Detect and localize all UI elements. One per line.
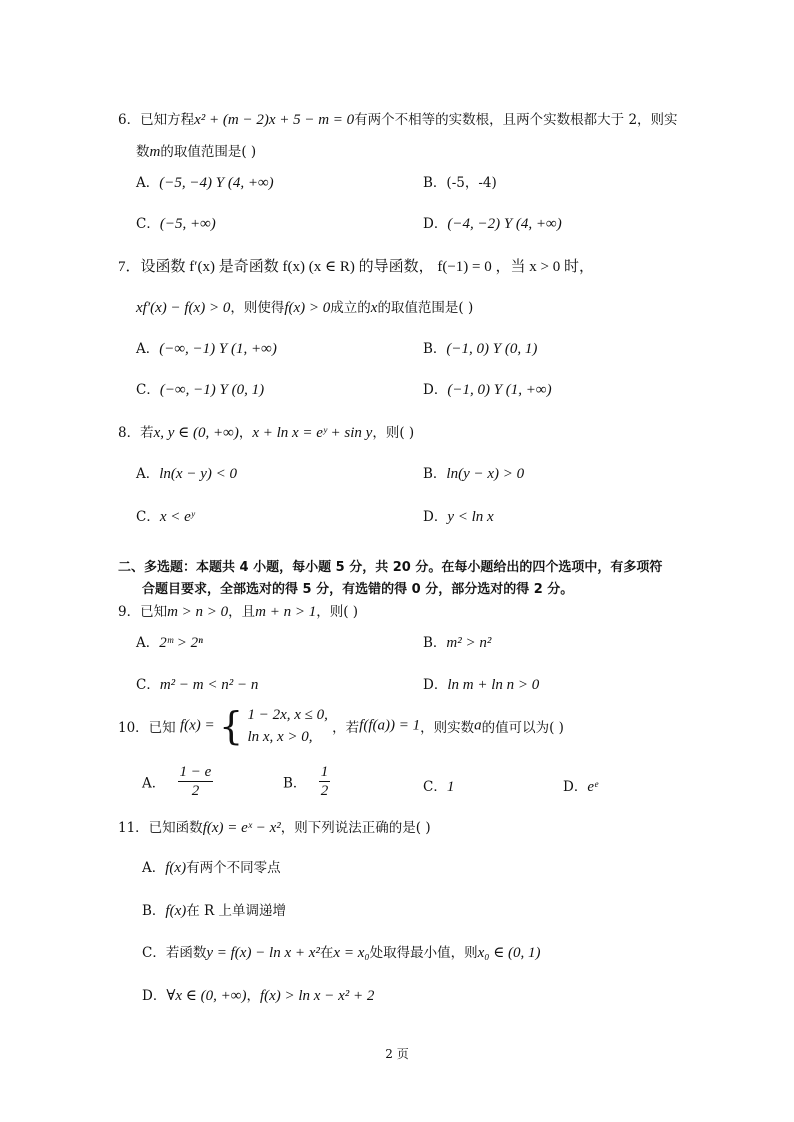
q10-option-c [423, 775, 454, 796]
option-math: (−1, 0) Y (0, 1) [446, 341, 538, 357]
option-math: (−∞, −1) Y (1, +∞) [159, 341, 277, 357]
option-math: ln m + ln n > 0 [447, 677, 540, 693]
option-label: C． [136, 216, 160, 232]
q7-var: x [370, 300, 378, 316]
q7-option-a [136, 337, 277, 358]
q6-option-d [423, 212, 562, 233]
option-label: D． [563, 779, 588, 795]
q6-var: m [149, 144, 161, 160]
q9-text: ，则( ) [316, 604, 359, 620]
q9-math: m > n > 0 [167, 604, 229, 620]
option-label: A． [136, 175, 160, 191]
option-text: 处取得最小值，则 [369, 945, 478, 961]
q6-option-c [136, 212, 216, 233]
q7-option-d [423, 378, 552, 399]
option-label: C． [142, 945, 166, 961]
q6-line2 [136, 140, 256, 161]
q6-text: 6．已知方程 [118, 112, 195, 128]
option-label: B． [423, 466, 447, 482]
q8-option-c [136, 505, 195, 526]
q7-text: 的取值范围是( ) [377, 300, 474, 316]
q6-text-2: 有两个不相等的实数根，且两个实数根都大于 2，则实 [354, 112, 678, 128]
option-text: ， [246, 988, 260, 1004]
q7-line1 [118, 255, 594, 276]
q11-text: ，则下列说法正确的是( ) [280, 820, 431, 836]
option-label: B． [423, 635, 447, 651]
option-math: ln(x − y) < 0 [159, 466, 237, 482]
option-fraction [319, 763, 331, 800]
option-label: B． [423, 175, 447, 191]
q7-math: f(x) > 0 [284, 300, 331, 316]
option-label: D． [423, 677, 448, 693]
q11-line1 [118, 816, 431, 837]
q10-text: ，若 [332, 720, 360, 736]
q9-option-d [423, 673, 539, 694]
option-math: f(x) [165, 860, 187, 876]
q7-line2 [136, 296, 473, 317]
option-text: 若函数 [165, 945, 207, 961]
q8-math: x + ln x = eʸ + sin y [252, 425, 373, 441]
option-text: 在 [319, 945, 334, 961]
q6-text-4: 的取值范围是( ) [160, 144, 257, 160]
option-label: D． [423, 509, 448, 525]
option-math: y < ln x [447, 509, 494, 525]
q11-option-d [142, 984, 374, 1005]
option-label: B． [142, 903, 166, 919]
q7-text: 成立的 [330, 300, 371, 316]
option-fraction [178, 763, 214, 800]
q6-option-a [136, 171, 274, 192]
q6-option-b [423, 171, 497, 191]
option-math: f(x) > ln x − x² + 2 [259, 988, 375, 1004]
option-math: 1 [446, 779, 455, 795]
q9-text: 9．已知 [118, 604, 168, 620]
piecewise-function [219, 704, 328, 748]
q10-option-b [283, 763, 330, 800]
option-math: 2ᵐ > 2ⁿ [159, 635, 203, 651]
option-label: A． [142, 860, 166, 876]
page-number: 2 页 [385, 1047, 409, 1061]
q10-option-d [563, 775, 598, 796]
option-math: (−∞, −1) Y (0, 1) [159, 382, 265, 398]
q10-text: 10．已知 [118, 720, 176, 736]
q8-option-d [423, 505, 494, 526]
q10-text: ，则实数 [420, 720, 475, 736]
option-math: (−4, −2) Y (4, +∞) [447, 216, 562, 232]
q7-text: ，则使得 [230, 300, 285, 316]
brace-icon: { [218, 704, 244, 748]
option-math: eᵉ [587, 779, 598, 795]
q7-math: xf′(x) − f(x) > 0 [136, 300, 231, 316]
section-heading: 二、多选题：本题共 4 小题，每小题 5 分，共 20 分。在每小题给出的四个选项中，有多项符 [118, 560, 663, 575]
fraction-numerator: 1 [320, 764, 329, 780]
q8-text: 8．若 [118, 425, 154, 441]
q11-text: 11．已知函数 [118, 820, 203, 836]
q9-option-a [136, 631, 203, 652]
option-math: (−5, +∞) [159, 216, 216, 232]
q8-text: ， [238, 425, 253, 441]
option-label: C． [423, 779, 447, 795]
fraction-denominator: 2 [191, 783, 200, 799]
q11-math: f(x) = eˣ − x² [202, 820, 281, 836]
case-1: 1 − 2x, x ≤ 0, [247, 707, 328, 723]
option-label: B． [283, 775, 307, 792]
option-math: y = f(x) − ln x + x² [206, 945, 320, 961]
q6-equation: x² + (m − 2)x + 5 − m = 0 [194, 112, 355, 128]
option-math: x = x₀ [333, 945, 370, 961]
option-math: (-5，-4) [446, 175, 497, 191]
q7-option-b [423, 337, 537, 358]
option-math: ∀x ∈ (0, +∞) [166, 988, 247, 1004]
option-math: m² > n² [446, 635, 492, 651]
fraction-denominator: 2 [320, 783, 329, 799]
option-label: D． [142, 988, 167, 1004]
option-text: 有两个不同零点 [186, 860, 281, 876]
q7-text: 7．设函数 f′(x) 是奇函数 f(x) (x ∈ R) 的导函数， f(−1) = 0 ，当 x > 0 时， [118, 259, 594, 275]
q8-line1 [118, 421, 414, 442]
option-label: C． [136, 509, 160, 525]
option-label: D． [423, 216, 448, 232]
q8-math: x, y ∈ (0, +∞) [153, 425, 239, 441]
q9-text: ，且 [228, 604, 256, 620]
q10-line1 [118, 704, 564, 748]
q8-option-b [423, 462, 524, 483]
q10-function: f(x) = [179, 717, 215, 734]
section-heading-2: 合题目要求，全部选对的得 5 分，有选错的得 0 分，部分选对的得 2 分。 [142, 582, 574, 597]
q8-text: ，则( ) [372, 425, 415, 441]
option-label: A． [136, 466, 160, 482]
option-math: x₀ ∈ (0, 1) [477, 945, 541, 961]
q11-option-c [142, 941, 541, 962]
q9-option-c [136, 673, 258, 694]
option-math: x < eʸ [159, 509, 195, 525]
option-text: 在 R 上单调递增 [186, 903, 286, 919]
option-math: m² − m < n² − n [159, 677, 259, 693]
q11-option-b [142, 899, 286, 920]
option-label: D． [423, 382, 448, 398]
option-math: f(x) [165, 903, 187, 919]
q11-option-a [142, 856, 281, 877]
option-math: (−5, −4) Y (4, +∞) [159, 175, 274, 191]
piecewise-cases [247, 704, 327, 748]
option-label: A． [136, 341, 160, 357]
q9-line1 [118, 600, 358, 621]
q10-var: a [474, 717, 482, 734]
q10-option-a [142, 763, 213, 800]
option-label: C． [136, 677, 160, 693]
q9-math: m + n > 1 [255, 604, 317, 620]
case-2: ln x, x > 0, [247, 729, 313, 745]
option-label: A． [142, 775, 166, 792]
q10-math: f(f(a)) = 1 [359, 717, 421, 734]
q6-text-3: 数 [136, 144, 150, 160]
fraction-numerator: 1 − e [179, 764, 212, 780]
q7-option-c [136, 378, 264, 399]
q8-option-a [136, 462, 237, 483]
option-label: A． [136, 635, 160, 651]
option-label: B． [423, 341, 447, 357]
q9-option-b [423, 631, 491, 652]
option-math: ln(y − x) > 0 [446, 466, 525, 482]
q6-line1 [118, 108, 678, 129]
q10-text: 的值可以为( ) [481, 720, 564, 736]
option-label: C． [136, 382, 160, 398]
option-math: (−1, 0) Y (1, +∞) [447, 382, 552, 398]
